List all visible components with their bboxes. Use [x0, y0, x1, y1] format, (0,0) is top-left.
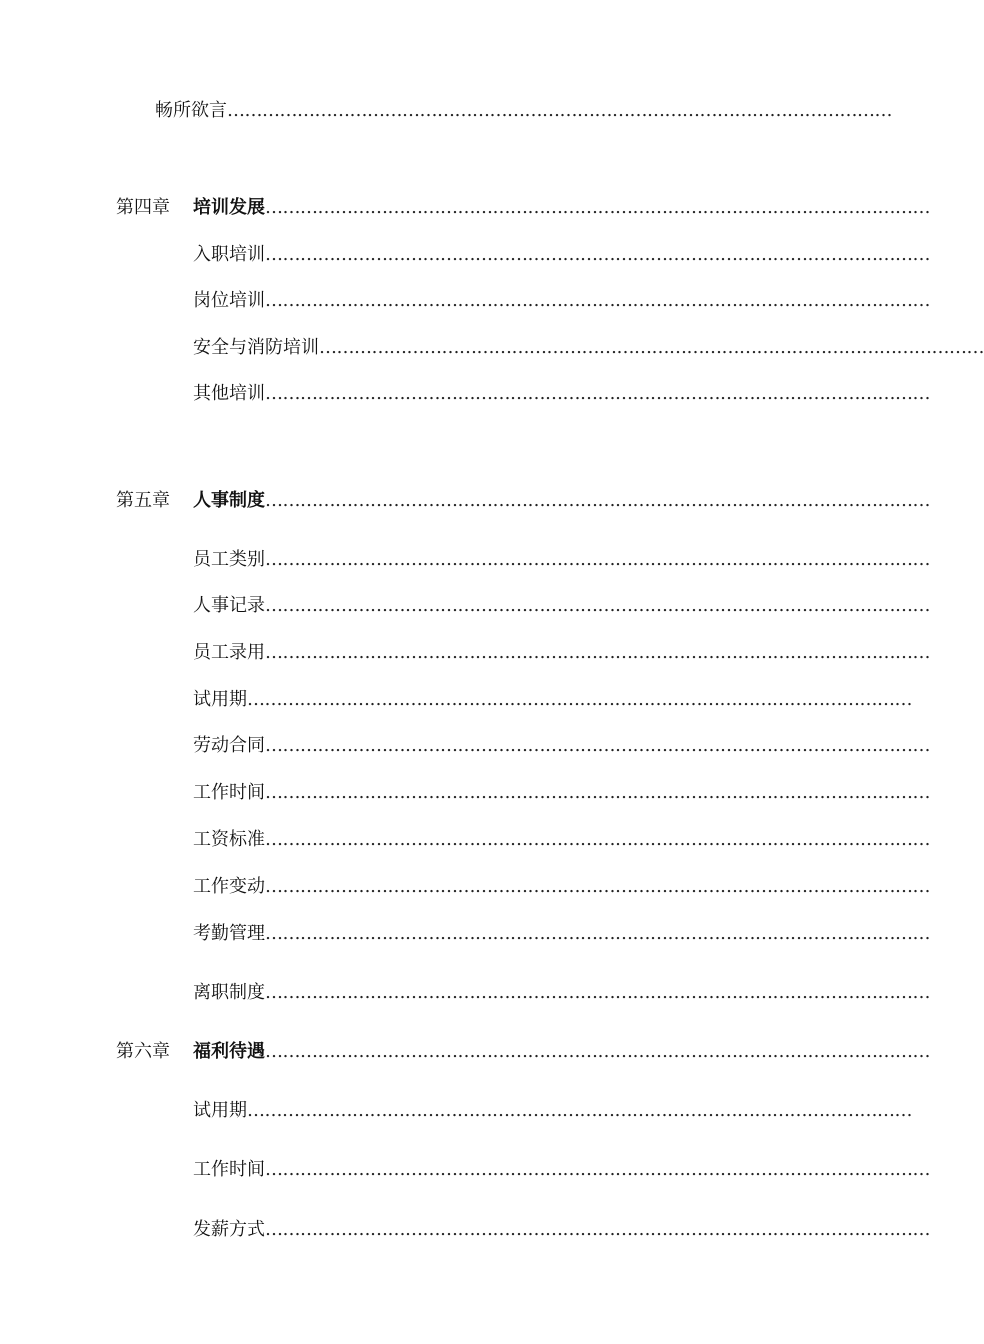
toc-entry-title: 试用期 — [193, 689, 247, 710]
toc-entry[interactable] — [193, 335, 984, 361]
chapter-title: 福利待遇 — [193, 1041, 265, 1062]
dot-leader: …………………………………………………………………………………………………… — [265, 1159, 930, 1180]
dot-leader: …………………………………………………………………………………………………… — [265, 197, 930, 218]
dot-leader: …………………………………………………………………………………………………… — [319, 337, 984, 358]
dot-leader: …………………………………………………………………………………………………… — [265, 490, 930, 511]
toc-entry-title: 人事记录 — [193, 595, 265, 616]
toc-entry-title: 工作变动 — [193, 876, 265, 897]
toc-entry[interactable] — [193, 381, 930, 407]
dot-leader: …………………………………………………………………………………………………… — [265, 1219, 930, 1240]
toc-entry[interactable] — [193, 242, 930, 268]
toc-entry-title: 员工类别 — [193, 549, 265, 570]
toc-entry[interactable] — [155, 98, 892, 124]
toc-entry[interactable] — [193, 1039, 930, 1065]
chapter-number: 第五章 — [116, 490, 170, 511]
toc-entry-title: 入职培训 — [193, 244, 265, 265]
toc-entry[interactable] — [193, 1157, 930, 1183]
toc-entry[interactable] — [193, 827, 930, 853]
toc-entry[interactable] — [193, 547, 930, 573]
toc-entry-title: 岗位培训 — [193, 290, 265, 311]
toc-entry[interactable] — [193, 488, 930, 514]
toc-entry-title: 安全与消防培训 — [193, 337, 319, 358]
toc-entry[interactable] — [193, 733, 930, 759]
dot-leader: …………………………………………………………………………………………………… — [265, 244, 930, 265]
toc-entry[interactable] — [193, 195, 930, 221]
dot-leader: …………………………………………………………………………………………………… — [265, 735, 930, 756]
toc-entry-title: 其他培训 — [193, 383, 265, 404]
dot-leader: …………………………………………………………………………………………………… — [265, 595, 930, 616]
dot-leader: …………………………………………………………………………………………………… — [265, 549, 930, 570]
toc-entry-title: 发薪方式 — [193, 1219, 265, 1240]
dot-leader: …………………………………………………………………………………………………… — [227, 100, 892, 121]
dot-leader: …………………………………………………………………………………………………… — [265, 782, 930, 803]
chapter-title: 培训发展 — [193, 197, 265, 218]
dot-leader: …………………………………………………………………………………………………… — [265, 982, 930, 1003]
toc-entry[interactable] — [193, 980, 930, 1006]
toc-entry-title: 考勤管理 — [193, 923, 265, 944]
dot-leader: …………………………………………………………………………………………………… — [265, 383, 930, 404]
toc-entry-title: 工资标准 — [193, 829, 265, 850]
dot-leader: …………………………………………………………………………………………………… — [265, 829, 930, 850]
toc-entry[interactable] — [193, 640, 930, 666]
toc-entry-title: 工作时间 — [193, 782, 265, 803]
toc-entry[interactable] — [193, 1098, 912, 1124]
dot-leader: …………………………………………………………………………………………………… — [247, 689, 912, 710]
dot-leader: …………………………………………………………………………………………………… — [265, 923, 930, 944]
chapter-number: 第六章 — [116, 1041, 170, 1062]
toc-entry[interactable] — [193, 921, 930, 947]
chapter-number: 第四章 — [116, 197, 170, 218]
toc-entry-title: 工作时间 — [193, 1159, 265, 1180]
toc-entry[interactable] — [193, 874, 930, 900]
toc-entry[interactable] — [193, 1217, 930, 1243]
toc-entry[interactable] — [193, 780, 930, 806]
toc-entry[interactable] — [193, 593, 930, 619]
toc-entry-title: 员工录用 — [193, 642, 265, 663]
dot-leader: …………………………………………………………………………………………………… — [247, 1100, 912, 1121]
dot-leader: …………………………………………………………………………………………………… — [265, 290, 930, 311]
toc-entry[interactable] — [193, 288, 930, 314]
toc-entry-title: 离职制度 — [193, 982, 265, 1003]
toc-entry-title: 劳动合同 — [193, 735, 265, 756]
dot-leader: …………………………………………………………………………………………………… — [265, 642, 930, 663]
dot-leader: …………………………………………………………………………………………………… — [265, 1041, 930, 1062]
toc-entry-title: 畅所欲言 — [155, 100, 227, 121]
toc-entry-title: 试用期 — [193, 1100, 247, 1121]
toc-entry[interactable] — [193, 687, 912, 713]
chapter-title: 人事制度 — [193, 490, 265, 511]
dot-leader: …………………………………………………………………………………………………… — [265, 876, 930, 897]
